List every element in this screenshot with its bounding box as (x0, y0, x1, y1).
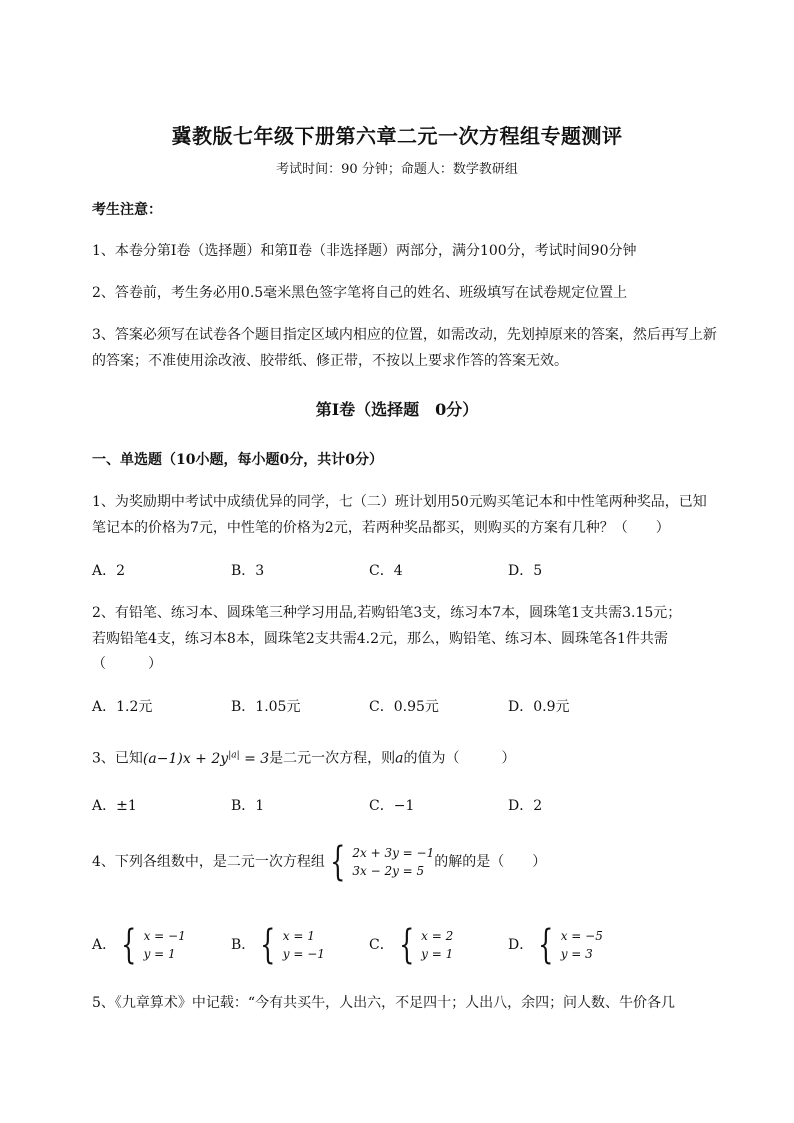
question-2-line2: 若购铅笔4支，练习本8本，圆珠笔2支共需4.2元，那么，购铅笔、练习本、圆珠笔各1件共需 (92, 631, 668, 647)
page-title: 冀教版七年级下册第六章二元一次方程组专题测评 (171, 124, 623, 148)
notice-item-3: 3、答案必须写在试卷各个题目指定区域内相应的位置，如需改动，先划掉原来的答案，然后再写上新 (92, 327, 717, 343)
question-5-line1: 5、《九章算术》中记载：“今有共买牛，人出六，不足四十；人出八，余四；问人数、牛价各几 (92, 995, 676, 1011)
q2-option-c[interactable]: C．0.95元 (369, 699, 439, 715)
question-2-line3: （ ） (92, 656, 162, 672)
q4-option-d[interactable]: D． { x = −5 y = 3 (508, 922, 603, 968)
q3-option-d[interactable]: D．2 (508, 798, 543, 814)
q4-suffix: 的解的是（ ） (434, 854, 547, 870)
q1-option-d[interactable]: D．5 (508, 563, 543, 579)
q4-eq2: 3x − 2y = 5 (352, 864, 425, 878)
q4-equation-system: { 2x + 3y = −1 3x − 2y = 5 (329, 839, 435, 885)
notice-item-2: 2、答卷前，考生务必用0.5毫米黑色签字笔将自己的姓名、班级填写在试卷规定位置上 (92, 285, 628, 301)
q2-option-a[interactable]: A．1.2元 (92, 699, 153, 715)
q3-suffix: 的值为（ ） (403, 750, 516, 767)
q4-eq1: 2x + 3y = −1 (352, 846, 435, 860)
question-4-options (92, 922, 712, 968)
q4-option-b[interactable]: B． { x = 1 y = −1 (231, 922, 325, 968)
notice-item-3-cont: 的答案；不准使用涂改液、胶带纸、修正带，不按以上要求作答的答案无效。 (92, 353, 568, 369)
question-1-line1: 1、为奖励期中考试中成绩优异的同学，七（二）班计划用50元购买笔记本和中性笔两种奖品，已知 (92, 494, 707, 510)
q2-option-d[interactable]: D．0.9元 (508, 699, 570, 715)
section-title: 第Ⅰ卷（选择题 0分） (315, 400, 479, 419)
question-1-line2: 笔记本的价格为7元，中性笔的价格为2元，若两种奖品都买，则购买的方案有几种？（ ） (92, 520, 670, 536)
question-4-line (92, 839, 547, 885)
q1-option-a[interactable]: A．2 (92, 563, 126, 579)
q3-option-c[interactable]: C．−1 (369, 798, 415, 814)
question-3-line (92, 742, 516, 772)
notice-item-1: 1、本卷分第Ⅰ卷（选择题）和第Ⅱ卷（非选择题）两部分，满分100分，考试时间90分钟 (92, 243, 637, 259)
q2-option-b[interactable]: B．1.05元 (231, 699, 301, 715)
notice-heading: 考生注意： (92, 202, 162, 218)
question-3-options (92, 793, 712, 819)
q1-option-c[interactable]: C．4 (369, 563, 403, 579)
q3-var: a (395, 750, 404, 767)
question-2-line1: 2、有铅笔、练习本、圆珠笔三种学习用品,若购铅笔3支，练习本7本，圆珠笔1支共需3.15元； (92, 605, 682, 621)
q4-option-a[interactable]: A． { x = −1 y = 1 (92, 922, 186, 968)
q4-option-c[interactable]: C． { x = 2 y = 1 (369, 922, 454, 968)
q1-option-b[interactable]: B．3 (231, 563, 265, 579)
q3-option-b[interactable]: B．1 (231, 798, 265, 814)
page-subtitle: 考试时间：90 分钟；命题人：数学教研组 (276, 162, 518, 177)
section-subheading: 一、单选题（10小题，每小题0分，共计0分） (92, 452, 383, 468)
q3-middle: 是二元一次方程，则 (269, 750, 396, 767)
q3-prefix: 3、已知 (92, 750, 143, 767)
q3-option-a[interactable]: A．±1 (92, 798, 137, 814)
q4-prefix: 4、下列各组数中，是二元一次方程组 (92, 854, 325, 870)
q3-equation: $(a-1)x + 2y^{|a|} = 3$ (142, 750, 270, 767)
question-1-options (92, 558, 712, 584)
question-2-options (92, 694, 712, 720)
